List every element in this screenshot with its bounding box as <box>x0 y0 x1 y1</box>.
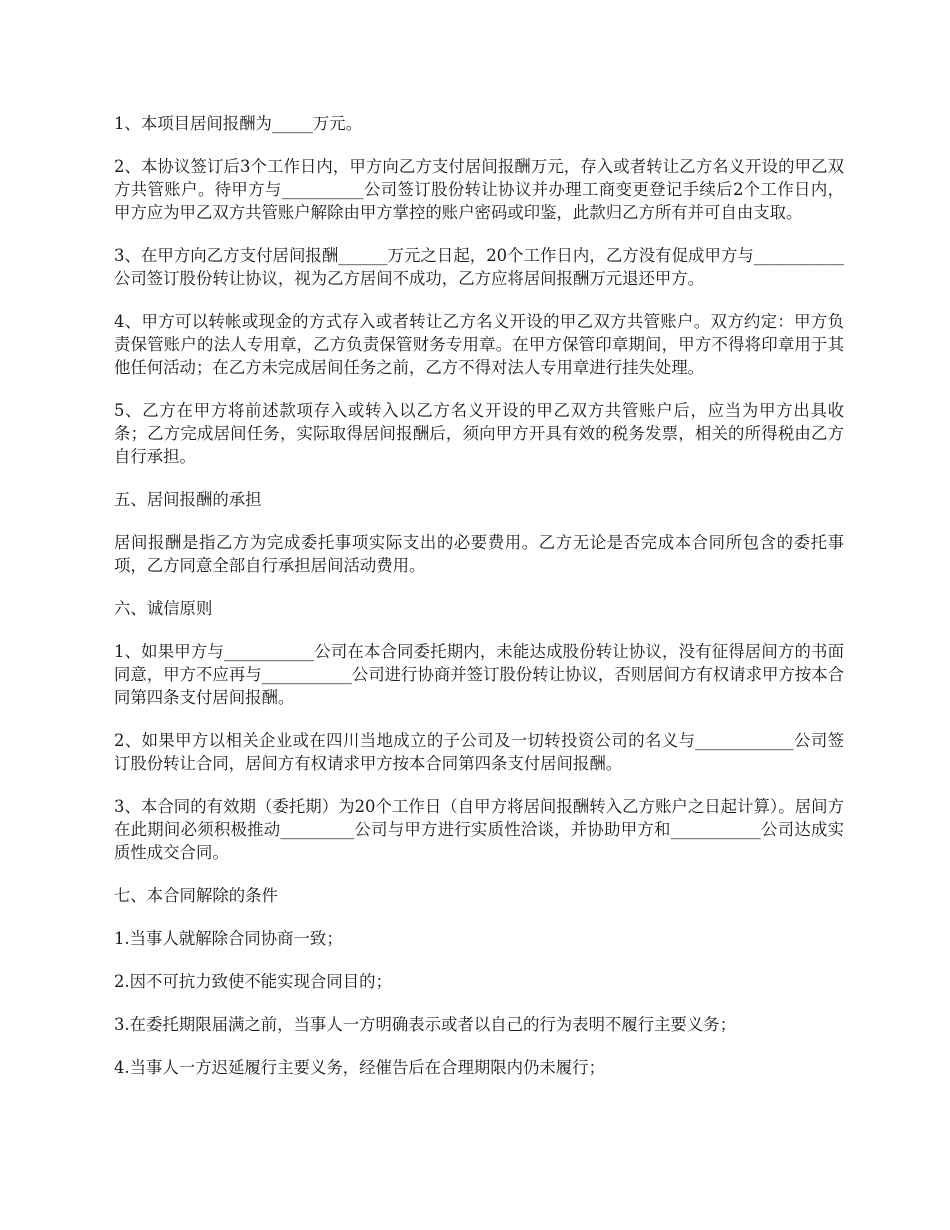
clause-fee-amount: 1、本项目居间报酬为_____万元。 <box>114 114 363 133</box>
section-heading-good-faith: 六、诚信原则 <box>114 599 213 618</box>
clause-fee-definition: 居间报酬是指乙方为完成委托事项实际支出的必要费用。乙方无论是否完成本合同所包含的委托事项，乙方同意全部自行承担居间活动费用。 <box>114 533 844 575</box>
section-heading-fee-bearing: 五、居间报酬的承担 <box>114 490 262 509</box>
termination-condition-3: 3.在委托期限届满之前，当事人一方明确表示或者以自己的行为表明不履行主要义务； <box>114 1015 737 1034</box>
clause-good-faith-2: 2、如果甲方以相关企业或在四川当地成立的子公司及一切转投资公司的名义与____________公司签订股份转让合同，居间方有权请求甲方按本合同第四条支付居间报酬。 <box>114 731 844 773</box>
termination-condition-2: 2.因不可抗力致使不能实现合同目的； <box>114 972 392 991</box>
termination-condition-4: 4.当事人一方迟延履行主要义务，经催告后在合理期限内仍未履行； <box>114 1058 605 1077</box>
document-body <box>114 112 844 1099</box>
clause-good-faith-1: 1、如果甲方与___________公司在本合同委托期内，未能达成股份转让协议，没有征得居间方的书面同意，甲方不应再与___________公司进行协商并签订股份转让协议，否则居间方有权请求甲方按本合同第四条支付居间报酬。 <box>114 642 844 707</box>
clause-refund: 3、在甲方向乙方支付居间报酬______万元之日起，20个工作日内，乙方没有促成甲方与___________公司签订股份转让协议，视为乙方居间不成功，乙方应将居间报酬万元退还甲方。 <box>114 246 844 288</box>
clause-validity-period: 3、本合同的有效期（委托期）为20个工作日（自甲方将居间报酬转入乙方账户之日起计算）。居间方在此期间必须积极推动_________公司与甲方进行实质性洽谈，并协助甲方和___________公司达成实质性成交合同。 <box>114 797 844 862</box>
clause-deposit-method: 4、甲方可以转帐或现金的方式存入或者转让乙方名义开设的甲乙双方共管账户。双方约定：甲方负责保管账户的法人专用章，乙方负责保管财务专用章。在甲方保管印章期间，甲方不得将印章用于其他任何活动；在乙方未完成居间任务之前，乙方不得对法人专用章进行挂失处理。 <box>114 312 844 377</box>
section-heading-termination: 七、本合同解除的条件 <box>114 886 278 905</box>
clause-receipt-tax: 5、乙方在甲方将前述款项存入或转入以乙方名义开设的甲乙双方共管账户后，应当为甲方出具收条；乙方完成居间任务，实际取得居间报酬后，须向甲方开具有效的税务发票，相关的所得税由乙方自行承担。 <box>114 401 844 466</box>
termination-condition-1: 1.当事人就解除合同协商一致； <box>114 929 343 948</box>
clause-payment-terms: 2、本协议签订后3个工作日内，甲方向乙方支付居间报酬万元，存入或者转让乙方名义开设的甲乙双方共管账户。待甲方与__________公司签订股份转让协议并办理工商变更登记手续后2个工作日内，甲方应为甲乙双方共管账户解除由甲方掌控的账户密码或印鉴，此款归乙方所有并可自由支取。 <box>114 157 844 222</box>
